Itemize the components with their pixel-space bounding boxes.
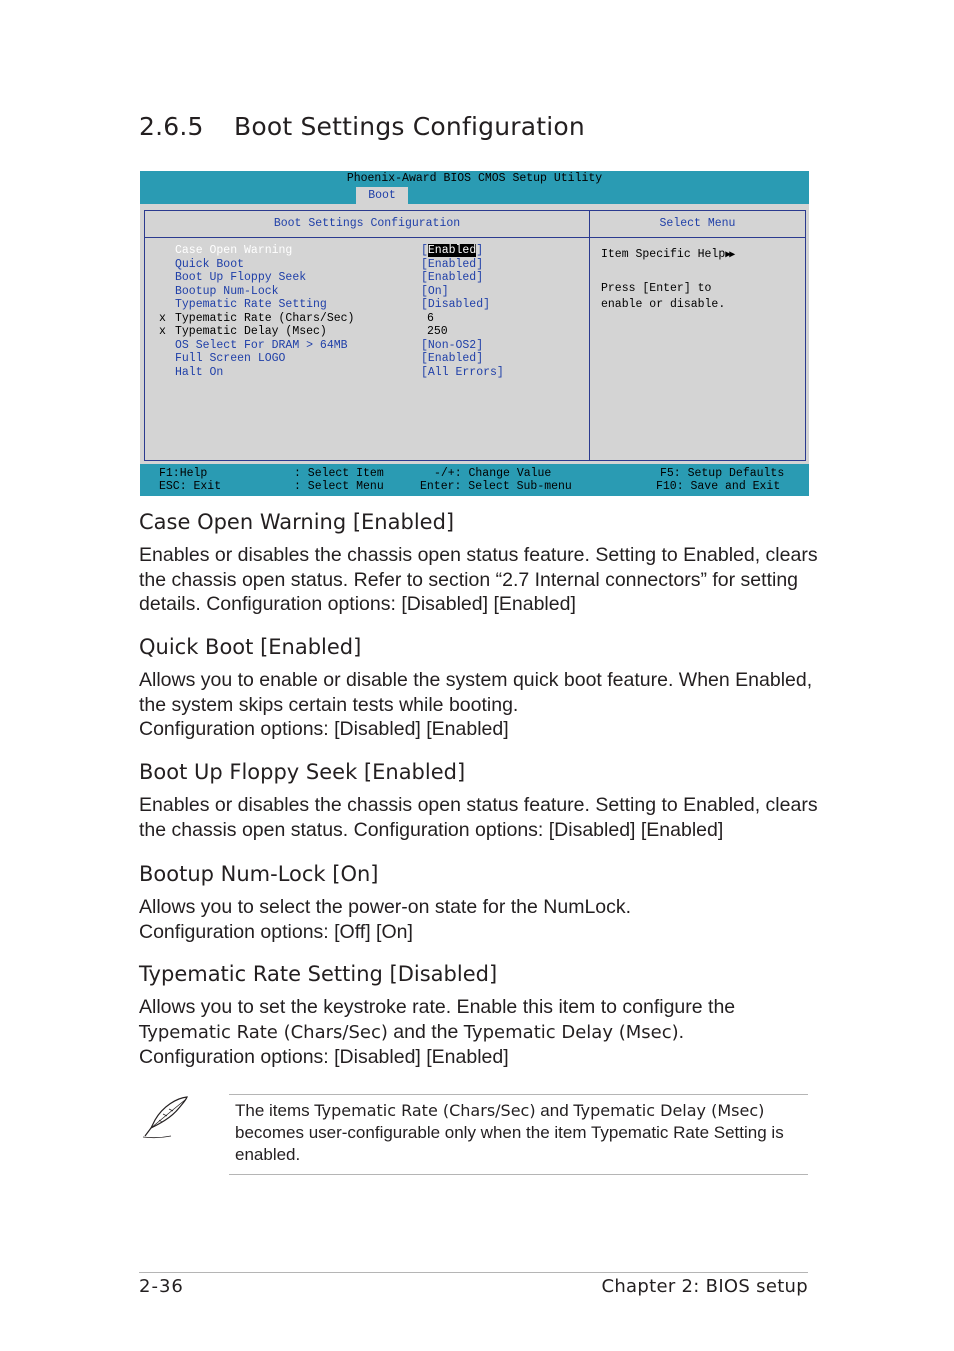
note-text [235, 1100, 807, 1166]
bios-item-value[interactable]: [Enabled] [421, 257, 484, 271]
page-number: 2-36 [139, 1276, 184, 1297]
bios-item-label: Bootup Num-Lock [175, 284, 279, 298]
config-options: Configuration options: [Off] [On] [139, 920, 413, 943]
bios-item-label: Full Screen LOGO [175, 352, 286, 365]
bios-item-value[interactable]: [Disabled] [421, 298, 491, 311]
key-change-value: -/+: Change Value [434, 467, 552, 480]
bios-item-label: OS Select For DRAM > 64MB [175, 338, 348, 352]
bios-screenshot [140, 171, 809, 496]
bios-item-label: Case Open Warning [175, 244, 293, 257]
settings-panel-title: Boot Settings Configuration [145, 211, 589, 238]
item-ref-typematic-rate: Typematic Rate (Chars/Sec) [139, 1021, 388, 1043]
section-title-text: Boot Settings Configuration [234, 112, 585, 141]
item-ref-typematic-delay: Typematic Delay (Msec) [463, 1021, 679, 1043]
heading-boot-up-floppy-seek: Boot Up Floppy Seek [Enabled] [139, 760, 466, 784]
desc-text: Allows you to enable or disable the system quick boot feature. When Enabled, the system skips certain tests while booting. [139, 669, 813, 716]
config-options: Configuration options: [Disabled] [Enabled] [139, 718, 509, 740]
footer-divider [139, 1272, 808, 1273]
heading-quick-boot: Quick Boot [Enabled] [139, 635, 362, 659]
heading-bootup-num-lock: Bootup Num-Lock [On] [139, 862, 379, 886]
feather-pen-icon [141, 1094, 191, 1140]
desc-typematic-rate-setting [139, 995, 819, 1070]
bios-item-value[interactable]: [On] [421, 284, 449, 298]
config-options: Configuration options: [Disabled] [Enabled] [139, 1046, 509, 1068]
bios-key-legend [140, 464, 809, 496]
locked-marker: x [159, 325, 166, 338]
bios-item-label: Boot Up Floppy Seek [175, 271, 307, 284]
note-item-typematic-rate: Typematic Rate (Chars/Sec) [314, 1101, 536, 1120]
chapter-title: Chapter 2: BIOS setup [601, 1276, 808, 1297]
note-segment: The items [235, 1101, 315, 1120]
bios-item-value[interactable]: [Enabled] [421, 271, 484, 284]
bios-item-label: Typematic Rate Setting [175, 298, 327, 311]
settings-panel [144, 210, 590, 461]
bios-item-label: Halt On [175, 365, 224, 379]
selected-value-highlight[interactable]: Enabled [427, 244, 477, 257]
double-arrow-icon: ▶▶ [725, 250, 734, 261]
desc-text: and the [387, 1020, 464, 1043]
section-number: 2.6.5 [139, 112, 204, 141]
key-f1-help: F1:Help [159, 467, 208, 480]
heading-typematic-rate-setting: Typematic Rate Setting [Disabled] [139, 962, 498, 986]
bios-item-value[interactable]: [All Errors] [421, 365, 504, 379]
key-enter-submenu: Enter: Select Sub-menu [420, 480, 572, 493]
help-line: enable or disable. [601, 298, 726, 311]
desc-bootup-num-lock [139, 895, 819, 944]
note-divider-top [229, 1094, 808, 1095]
note-segment: becomes user-configurable only when the item Typematic Rate Setting is enabled. [235, 1123, 784, 1164]
bios-title-bar: Phoenix-Award BIOS CMOS Setup Utility [140, 171, 809, 187]
item-help [601, 247, 733, 313]
desc-text: Allows you to set the keystroke rate. Enable this item to configure the [139, 996, 736, 1018]
key-f5-defaults: F5: Setup Defaults [660, 467, 785, 480]
help-heading: Item Specific Help [601, 248, 726, 261]
help-panel [589, 210, 806, 461]
desc-quick-boot [139, 668, 819, 742]
help-panel-title: Select Menu [590, 211, 805, 238]
key-esc-exit: ESC: Exit [159, 480, 222, 493]
bios-item-value: 6 [427, 311, 434, 325]
heading-case-open-warning: Case Open Warning [Enabled] [139, 510, 455, 534]
note-segment: and [535, 1101, 574, 1120]
locked-marker: x [159, 311, 166, 325]
section-title [139, 112, 585, 141]
desc-text: Allows you to select the power-on state for the NumLock. [139, 896, 632, 918]
help-line: Press [Enter] to [601, 282, 712, 295]
bios-item-label: Quick Boot [175, 257, 245, 271]
note-divider-bottom [229, 1174, 808, 1175]
bios-item-value[interactable]: [Enabled] [421, 352, 484, 365]
desc-boot-up-floppy-seek: Enables or disables the chassis open status feature. Setting to Enabled, clears the chassis open status. Configuration options: [Disabled] [Enabled] [139, 794, 818, 841]
bios-item-value: 250 [427, 325, 448, 338]
key-select-menu: : Select Menu [294, 480, 384, 493]
key-select-item: : Select Item [294, 467, 384, 480]
desc-case-open-warning: Enables or disables the chassis open status feature. Setting to Enabled, clears the chassis open status. Refer to section “2.7 Internal connectors” for setting details. Configuration options: [Disabled] [Enabled] [139, 544, 818, 615]
bios-menu-bar [140, 187, 809, 204]
bios-item-value[interactable]: [Enabled] [421, 244, 484, 257]
key-f10-save-exit: F10: Save and Exit [656, 480, 781, 493]
menu-tab-boot[interactable]: Boot [356, 187, 408, 204]
note-item-typematic-delay: Typematic Delay (Msec) [573, 1101, 765, 1120]
bios-item-label: Typematic Delay (Msec) [175, 325, 327, 338]
bios-item-label: Typematic Rate (Chars/Sec) [175, 311, 355, 325]
desc-text: . [678, 1020, 685, 1043]
bios-item-value[interactable]: [Non-OS2] [421, 338, 484, 352]
